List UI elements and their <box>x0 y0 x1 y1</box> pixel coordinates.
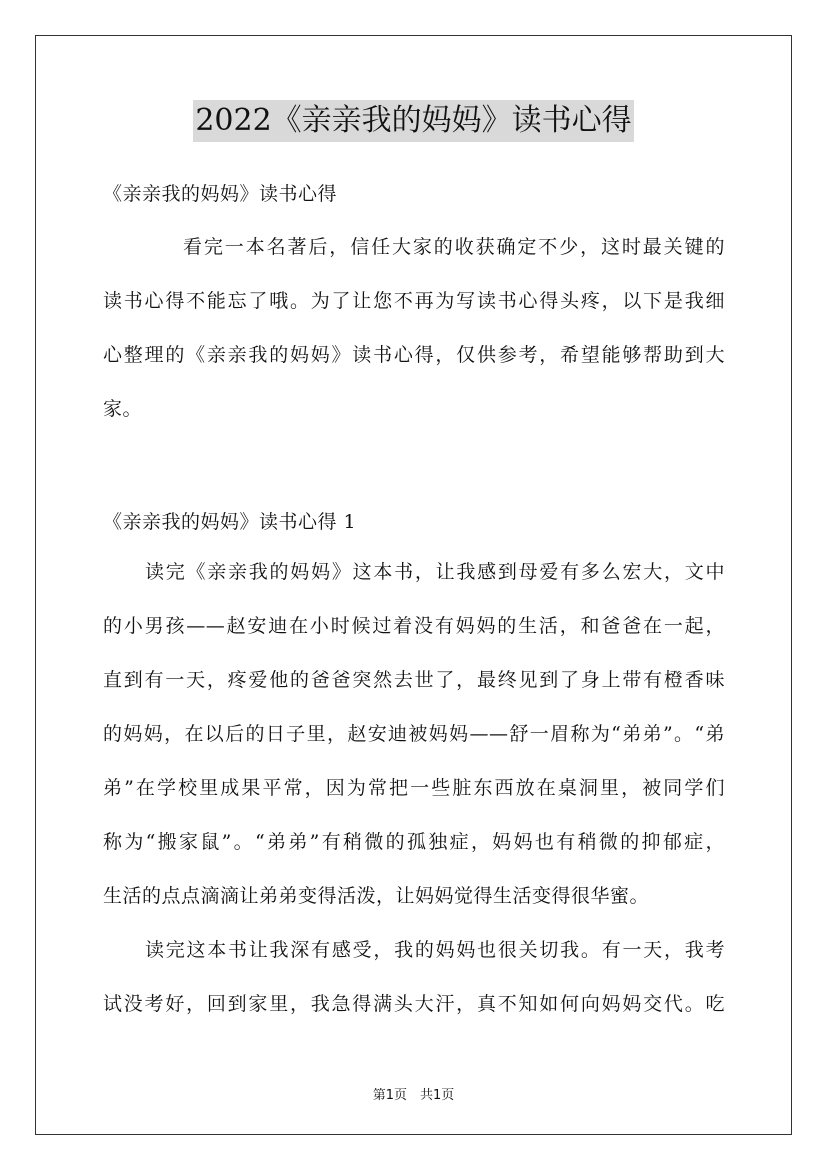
intro-line: 家。 <box>103 398 143 420</box>
paragraph-line: 生活的点点滴滴让弟弟变得活泼，让妈妈觉得生活变得很华蜜。 <box>103 885 650 907</box>
section-heading: 《亲亲我的妈妈》读书心得 1 <box>103 511 357 533</box>
body-paragraph-2 <box>103 923 725 1031</box>
paragraph-line: 试没考好，回到家里，我急得满头大汗，真不知如何向妈妈交代。吃 <box>103 993 725 1015</box>
paragraph-line: 的妈妈，在以后的日子里，赵安迪被妈妈——舒一眉称为“弟弟”。“弟 <box>103 723 725 745</box>
intro-line: 读书心得不能忘了哦。为了让您不再为写读书心得头疼，以下是我细 <box>103 290 725 312</box>
document-subtitle: 《亲亲我的妈妈》读书心得 <box>103 183 338 205</box>
page-footer: 第1页 共1页 <box>372 1088 455 1103</box>
paragraph-line: 读完《亲亲我的妈妈》这本书，让我感到母爱有多么宏大，文中 <box>145 561 725 583</box>
paragraph-line: 称为“搬家鼠”。“弟弟”有稍微的孤独症，妈妈也有稍微的抑郁症， <box>103 831 725 853</box>
document-title <box>0 100 827 142</box>
paragraph-line: 的小男孩——赵安迪在小时候过着没有妈妈的生活，和爸爸在一起， <box>103 615 725 637</box>
intro-line: 看完一本名著后，信任大家的收获确定不少，这时最关键的 <box>183 236 725 258</box>
document-title-text: 2022《亲亲我的妈妈》读书心得 <box>193 100 633 142</box>
paragraph-line: 读完这本书让我深有感受，我的妈妈也很关切我。有一天，我考 <box>145 939 725 961</box>
paragraph-line: 直到有一天，疼爱他的爸爸突然去世了，最终见到了身上带有橙香味 <box>103 669 725 691</box>
paragraph-line: 弟”在学校里成果平常，因为常把一些脏东西放在桌洞里，被同学们 <box>103 777 725 799</box>
intro-line: 心整理的《亲亲我的妈妈》读书心得，仅供参考，希望能够帮助到大 <box>103 344 725 366</box>
intro-paragraph <box>103 220 725 436</box>
body-paragraph-1 <box>103 545 725 923</box>
